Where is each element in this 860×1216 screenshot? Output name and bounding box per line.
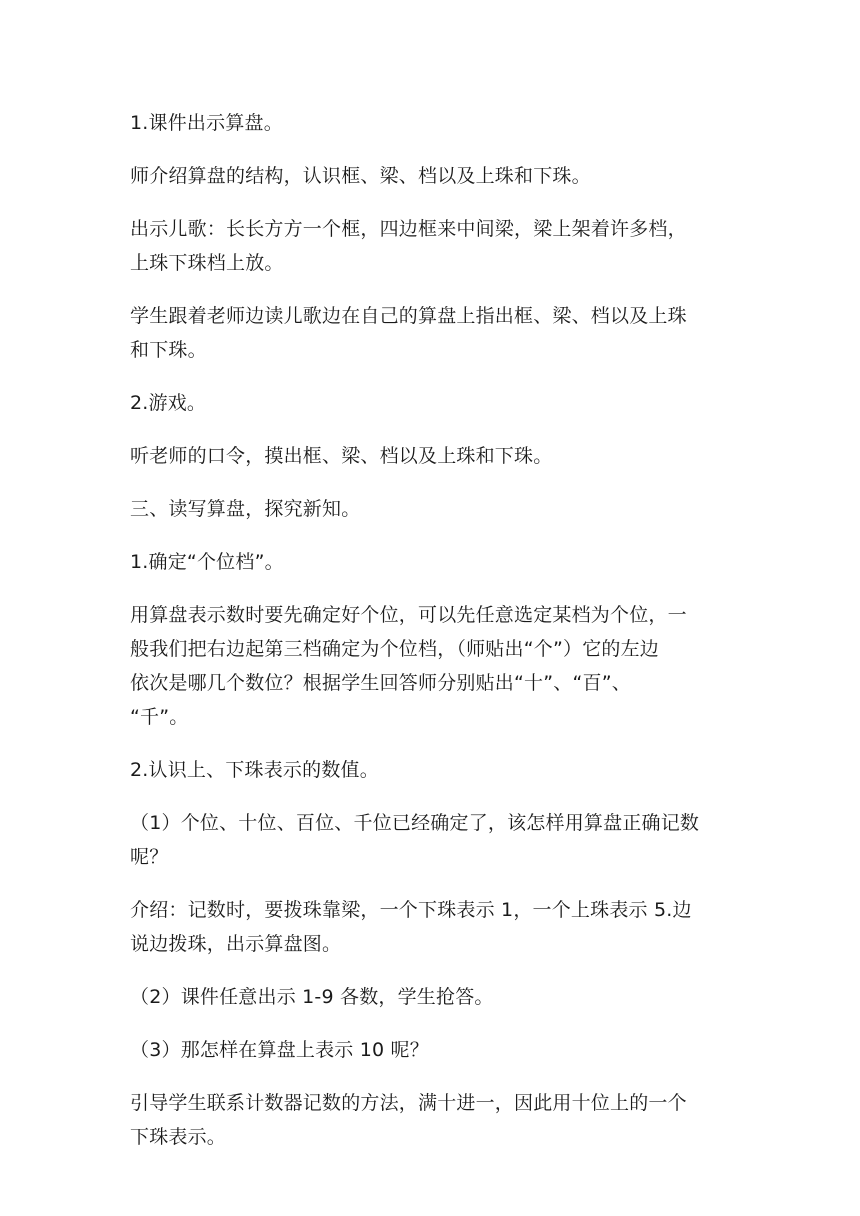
paragraph-13 [130, 980, 740, 1014]
paragraph-5 [130, 386, 740, 420]
paragraph-line: 三、读写算盘，探究新知。 [130, 498, 361, 520]
paragraph-line: 听老师的口令，摸出框、梁、档以及上珠和下珠。 [130, 445, 553, 467]
paragraph-line: 学生跟着老师边读儿歌边在自己的算盘上指出框、梁、档以及上珠 [130, 305, 687, 327]
paragraph-line: 般我们把右边起第三档确定为个位档，（师贴出“个”）它的左边 [130, 638, 659, 660]
paragraph-line: 依次是哪几个数位？根据学生回答师分别贴出“十”、“百”、 [130, 672, 631, 694]
paragraph-line: 呢？ [130, 846, 169, 868]
paragraph-line: （1）个位、十位、百位、千位已经确定了，该怎样用算盘正确记数 [130, 812, 700, 834]
paragraph-line: 2.游戏。 [130, 392, 207, 414]
paragraph-12 [130, 893, 740, 961]
paragraph-3 [130, 212, 740, 280]
paragraph-line: 1.确定“个位档”。 [130, 551, 284, 573]
paragraph-line: 用算盘表示数时要先确定好个位，可以先任意选定某档为个位，一 [130, 604, 687, 626]
paragraph-line: 和下珠。 [130, 339, 207, 361]
paragraph-line: 2.认识上、下珠表示的数值。 [130, 759, 379, 781]
document-page [130, 106, 740, 1173]
paragraph-4 [130, 299, 740, 367]
paragraph-1 [130, 106, 740, 140]
paragraph-14 [130, 1033, 740, 1067]
paragraph-line: 出示儿歌：长长方方一个框，四边框来中间梁，梁上架着许多档， [130, 218, 687, 240]
paragraph-line: 1.课件出示算盘。 [130, 112, 283, 134]
paragraph-line: 引导学生联系计数器记数的方法，满十进一，因此用十位上的一个 [130, 1092, 687, 1114]
paragraph-line: 上珠下珠档上放。 [130, 252, 284, 274]
paragraph-2 [130, 159, 740, 193]
paragraph-line: （2）课件任意出示 1-9 各数，学生抢答。 [130, 986, 494, 1008]
paragraph-line: 师介绍算盘的结构，认识框、梁、档以及上珠和下珠。 [130, 165, 591, 187]
paragraph-line: 下珠表示。 [130, 1126, 227, 1148]
paragraph-10 [130, 753, 740, 787]
paragraph-15 [130, 1086, 740, 1154]
paragraph-11 [130, 806, 740, 874]
paragraph-8 [130, 545, 740, 579]
paragraph-6 [130, 439, 740, 473]
paragraph-line: 介绍：记数时，要拨珠靠梁，一个下珠表示 1，一个上珠表示 5.边 [130, 899, 692, 921]
paragraph-line: （3）那怎样在算盘上表示 10 呢？ [130, 1039, 429, 1061]
section-heading [130, 492, 740, 526]
paragraph-9 [130, 598, 740, 734]
paragraph-line: 说边拨珠，出示算盘图。 [130, 933, 342, 955]
paragraph-line: “千”。 [130, 706, 189, 728]
